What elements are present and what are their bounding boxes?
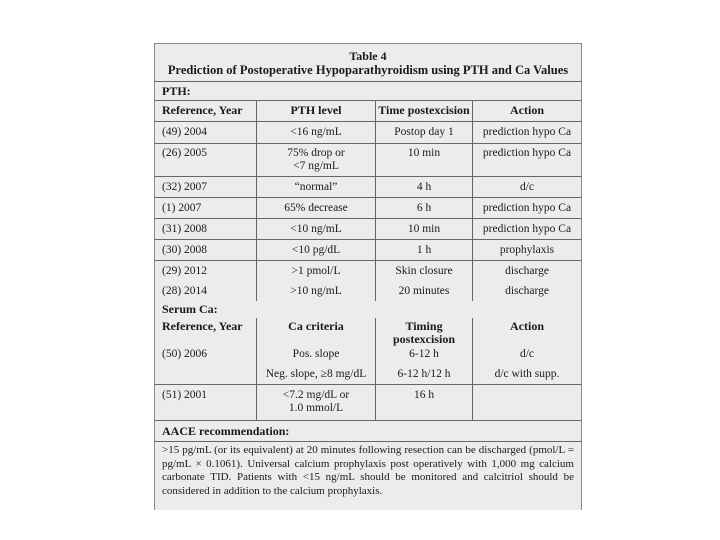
cell-pth-level: <7 ng/mL bbox=[257, 160, 376, 176]
cell-time: 1 h bbox=[376, 239, 473, 260]
table-row bbox=[155, 218, 581, 239]
cell-timing: 6-12 h bbox=[376, 346, 473, 366]
table-document bbox=[154, 43, 582, 510]
table-row bbox=[155, 160, 581, 176]
cell-pth-level: <16 ng/mL bbox=[257, 121, 376, 143]
cell-action: prediction hypo Ca bbox=[473, 143, 582, 160]
cell-reference: (51) 2001 bbox=[162, 388, 208, 401]
cell-reference bbox=[155, 402, 257, 420]
cell-pth-level: “normal” bbox=[257, 176, 376, 197]
cell-reference: (29) 2012 bbox=[162, 264, 208, 277]
cell-ca-criteria: <7.2 mg/dL or bbox=[257, 384, 376, 402]
header-action: Action bbox=[473, 318, 582, 346]
table-number: Table 4 bbox=[349, 49, 387, 63]
table-title-block bbox=[155, 44, 581, 78]
cell-reference: (50) 2006 bbox=[162, 348, 208, 360]
ca-header-row bbox=[155, 318, 581, 346]
cell-reference: (32) 2007 bbox=[162, 180, 208, 193]
cell-action: d/c with supp. bbox=[473, 366, 582, 384]
cell-action bbox=[473, 160, 582, 176]
table-row bbox=[155, 143, 581, 160]
table-row bbox=[155, 346, 581, 366]
aace-section-label: AACE recommendation: bbox=[162, 424, 290, 438]
table-row bbox=[155, 366, 581, 384]
cell-action: prediction hypo Ca bbox=[473, 197, 582, 218]
cell-time: 4 h bbox=[376, 176, 473, 197]
header-pth-level: PTH level bbox=[257, 101, 376, 121]
cell-reference: (49) 2004 bbox=[162, 125, 208, 138]
cell-ca-criteria: Pos. slope bbox=[257, 346, 376, 366]
ca-table bbox=[155, 318, 581, 420]
cell-ca-criteria: 1.0 mmol/L bbox=[257, 402, 376, 420]
cell-timing: 16 h bbox=[376, 384, 473, 402]
table-row bbox=[155, 402, 581, 420]
cell-reference bbox=[155, 366, 257, 384]
table-row bbox=[155, 239, 581, 260]
cell-timing bbox=[376, 402, 473, 420]
cell-action bbox=[473, 384, 582, 402]
cell-timing: 6-12 h/12 h bbox=[376, 366, 473, 384]
table-row bbox=[155, 281, 581, 301]
cell-time: 10 min bbox=[376, 218, 473, 239]
cell-ca-criteria: Neg. slope, ≥8 mg/dL bbox=[257, 366, 376, 384]
cell-reference: (26) 2005 bbox=[162, 146, 208, 159]
header-reference: Reference, Year bbox=[162, 103, 243, 117]
header-reference: Reference, Year bbox=[162, 319, 243, 333]
cell-action bbox=[473, 402, 582, 420]
ca-section-label: Serum Ca: bbox=[162, 302, 218, 316]
cell-reference: (1) 2007 bbox=[162, 201, 202, 214]
cell-time: Skin closure bbox=[376, 260, 473, 281]
cell-time: 10 min bbox=[376, 143, 473, 160]
cell-reference: (30) 2008 bbox=[162, 243, 208, 256]
cell-reference: (28) 2014 bbox=[162, 285, 208, 297]
cell-time bbox=[376, 160, 473, 176]
cell-reference: (31) 2008 bbox=[162, 222, 208, 235]
cell-action: prediction hypo Ca bbox=[473, 218, 582, 239]
cell-action: prophylaxis bbox=[473, 239, 582, 260]
cell-action: d/c bbox=[473, 176, 582, 197]
cell-pth-level: 75% drop or bbox=[257, 143, 376, 160]
cell-time: 20 minutes bbox=[376, 281, 473, 301]
cell-pth-level: <10 ng/mL bbox=[257, 218, 376, 239]
cell-pth-level: <10 pg/dL bbox=[257, 239, 376, 260]
table-row bbox=[155, 121, 581, 143]
cell-pth-level: 65% decrease bbox=[257, 197, 376, 218]
pth-header-row bbox=[155, 101, 581, 121]
cell-time: 6 h bbox=[376, 197, 473, 218]
header-timing: Timing postexcision bbox=[376, 318, 473, 346]
cell-action: prediction hypo Ca bbox=[473, 121, 582, 143]
header-time: Time postexcision bbox=[376, 101, 473, 121]
table-row bbox=[155, 260, 581, 281]
pth-table bbox=[155, 101, 581, 301]
pth-section-label: PTH: bbox=[162, 84, 191, 98]
cell-time: Postop day 1 bbox=[376, 121, 473, 143]
cell-action: discharge bbox=[473, 260, 582, 281]
aace-recommendation-text: >15 pg/mL (or its equivalent) at 20 minutes following resection can be discharged (pmol/L = pg/mL × 0.1061). Universal calcium prophylaxis post operatively with 1,000 mg calcium carbonate TID. Patients with <15 ng/mL should be monitored and calcitriol should be considered in addition to the calcium prophylaxis. bbox=[162, 444, 574, 497]
table-row bbox=[155, 197, 581, 218]
cell-pth-level: >1 pmol/L bbox=[257, 260, 376, 281]
header-ca-criteria: Ca criteria bbox=[257, 318, 376, 346]
cell-action: d/c bbox=[473, 346, 582, 366]
table-title: Prediction of Postoperative Hypoparathyroidism using PTH and Ca Values bbox=[167, 63, 569, 77]
table-row bbox=[155, 384, 581, 402]
cell-action: discharge bbox=[473, 281, 582, 301]
table-row bbox=[155, 176, 581, 197]
cell-pth-level: >10 ng/mL bbox=[257, 281, 376, 301]
cell-reference bbox=[155, 160, 257, 176]
header-action: Action bbox=[473, 101, 582, 121]
